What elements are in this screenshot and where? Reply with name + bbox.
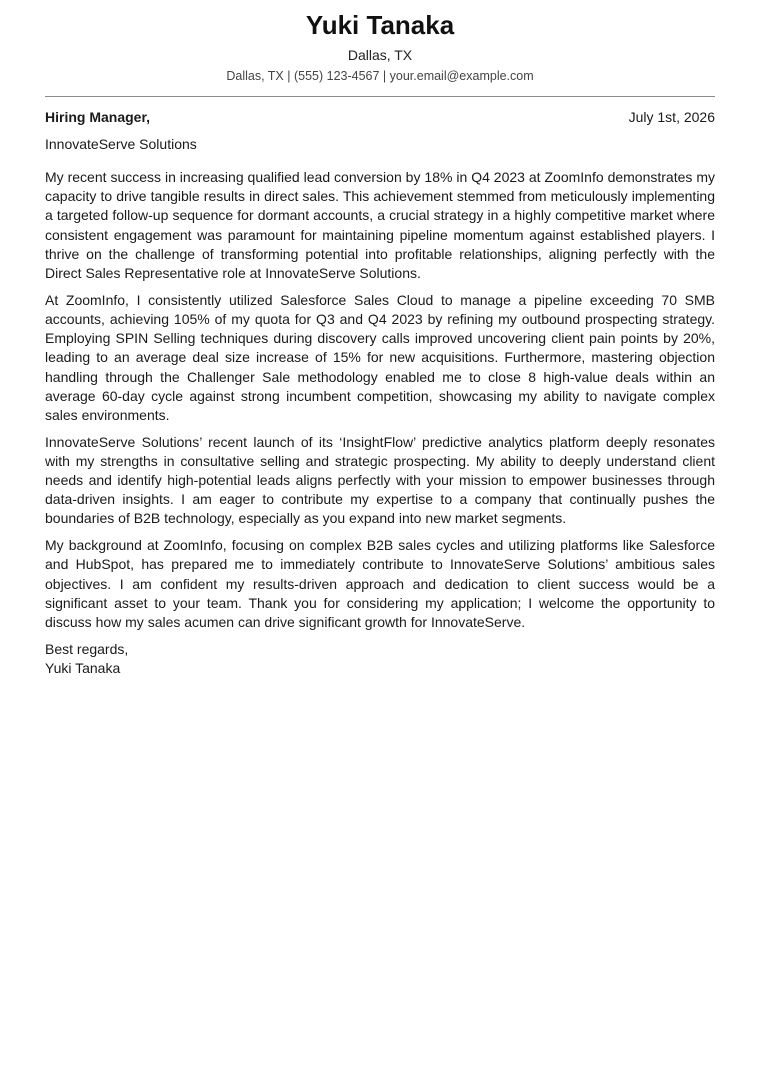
recipient-company: InnovateServe Solutions <box>45 136 197 152</box>
salutation-row <box>45 107 715 127</box>
body-paragraph-1: My recent success in increasing qualified lead conversion by 18% in Q4 2023 at ZoomInfo demonstrates my capacity to drive tangible results in direct sales. This achievement stemmed from meticulously implementing a targeted follow-up sequence for dormant accounts, a crucial strategy in a highly competitive market where consistent engagement was paramount for maintaining pipeline momentum against established players. I thrive on the challenge of transforming potential into profitable relationships, aligning perfectly with the Direct Sales Representative role at InnovateServe Solutions. <box>45 169 715 282</box>
body-paragraph-2: At ZoomInfo, I consistently utilized Salesforce Sales Cloud to manage a pipeline exceeding 70 SMB accounts, achieving 105% of my quota for Q3 and Q4 2023 by refining my outbound prospecting strategy. Employing SPIN Selling techniques during discovery calls improved uncovering client pain points by 20%, leading to an average deal size increase of 15% for new acquisitions. Furthermore, mastering objection handling through the Challenger Sale methodology enabled me to close 8 high-value deals within an average 60-day cycle against strong incumbent competition, showcasing my ability to navigate complex sales environments. <box>45 291 715 423</box>
signature-name: Yuki Tanaka <box>45 659 121 676</box>
body-paragraph-3: InnovateServe Solutions’ recent launch of its ‘InsightFlow’ predictive analytics platform deeply resonates with my strengths in consultative selling and strategic prospecting. My ability to deeply understand client needs and identify high-potential leads aligns perfectly with your mission to empower businesses through data-driven insights. I am eager to contribute my expertise to a company that continually pushes the boundaries of B2B technology, especially as you expand into new market segments. <box>45 433 715 527</box>
letter-closing <box>45 640 715 678</box>
applicant-contact-line: Dallas, TX | (555) 123-4567 | your.email@example.com <box>226 69 534 83</box>
letter-date: July 1st, 2026 <box>628 109 715 125</box>
closing-phrase: Best regards, <box>45 640 129 657</box>
applicant-name: Yuki Tanaka <box>305 10 455 40</box>
body-paragraph-4: My background at ZoomInfo, focusing on complex B2B sales cycles and utilizing platforms like Salesforce and HubSpot, has prepared me to immediately contribute to InnovateServe Solutions’ ambitious sales objectives. I am confident my results-driven approach and dedication to client success would be a significant asset to your team. Thank you for considering my application; I welcome the opportunity to discuss how my sales acumen can drive significant growth for InnovateServe. <box>45 537 715 630</box>
recipient-salutation: Hiring Manager, <box>45 109 151 125</box>
applicant-location: Dallas, TX <box>347 47 413 63</box>
header-divider <box>45 96 715 97</box>
letter-body <box>45 168 715 632</box>
letter-header <box>45 0 715 85</box>
